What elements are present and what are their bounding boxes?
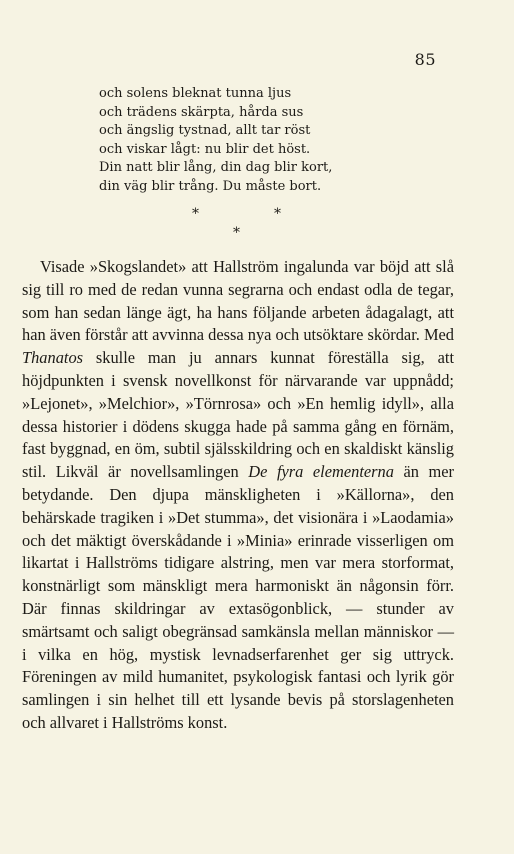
poem-line: din väg blir trång. Du måste bort. (99, 178, 322, 194)
book-title-italic: De fyra elementerna (248, 462, 394, 482)
text-segment: skulle man ju annars kunnat föreställa sig, att höjdpunkten i svensk novellkonst för närvarande var uppnådd; »Lejonet», »Melchior», »Törnrosa» och »En hemlig idyll», alla dessa historier i dödens skugga hade på samma gång en förnäm, fast byggnad, en öm, subtil själsskildring och en skaldiskt känslig stil. Likväl är novellsamlingen (22, 348, 454, 482)
text-segment: Visade »Skogslandet» att Hallström ingalunda var böjd att slå sig till ro med de redan vunna segrarna och endast odla de tegar, som han sedan länge ägt, ha hans följande arbeten ådagalagt, att han även förstår att avvinna dessa nya och utsöktare skördar. Med (22, 257, 454, 345)
asterisk-mark: * (274, 206, 281, 222)
text-segment: än mer betydande. Den djupa mänskligheten i »Källorna», den behärskade tragiken i »Det stumma», det visionära i »Laodamia» och det mäktigt överskådande i »Minia» erinrade visserligen om likartat i Hallströms tidigare alstring, men var mera storformat, konstnärligt som mänskligt mera harmoniskt än någonsin förr. Där finnas skildringar av extasögonblick, — stunder av smärtsamt och saligt obegränsad samkänsla mellan människor — i vilka en hög, mystisk levnadserfarenhet ger sig uttryck. Föreningen av mild humanitet, psykologisk fantasi och lyrik gör samlingen i sin helhet till ett lysande bevis på storslagenheten och allvaret i Hallströms konst. (22, 462, 455, 732)
asterisk-mark: * (233, 225, 240, 241)
body-paragraph (22, 256, 454, 735)
body-text (22, 256, 454, 735)
poem-line: och solens bleknat tunna ljus (99, 86, 292, 101)
section-divider-asterism (0, 200, 514, 240)
poem-line: och ängslig tystnad, allt tar röst (99, 123, 311, 139)
asterisk-mark: * (192, 206, 199, 222)
book-title-italic: Thanatos (22, 348, 84, 368)
poem-stanza (99, 85, 399, 197)
poem-line: och trädens skärpta, hårda sus (99, 104, 304, 120)
page-number: 85 (414, 50, 436, 69)
poem-line: och viskar lågt: nu blir det höst. (99, 141, 311, 157)
poem-line: Din natt blir lång, din dag blir kort, (99, 160, 333, 176)
